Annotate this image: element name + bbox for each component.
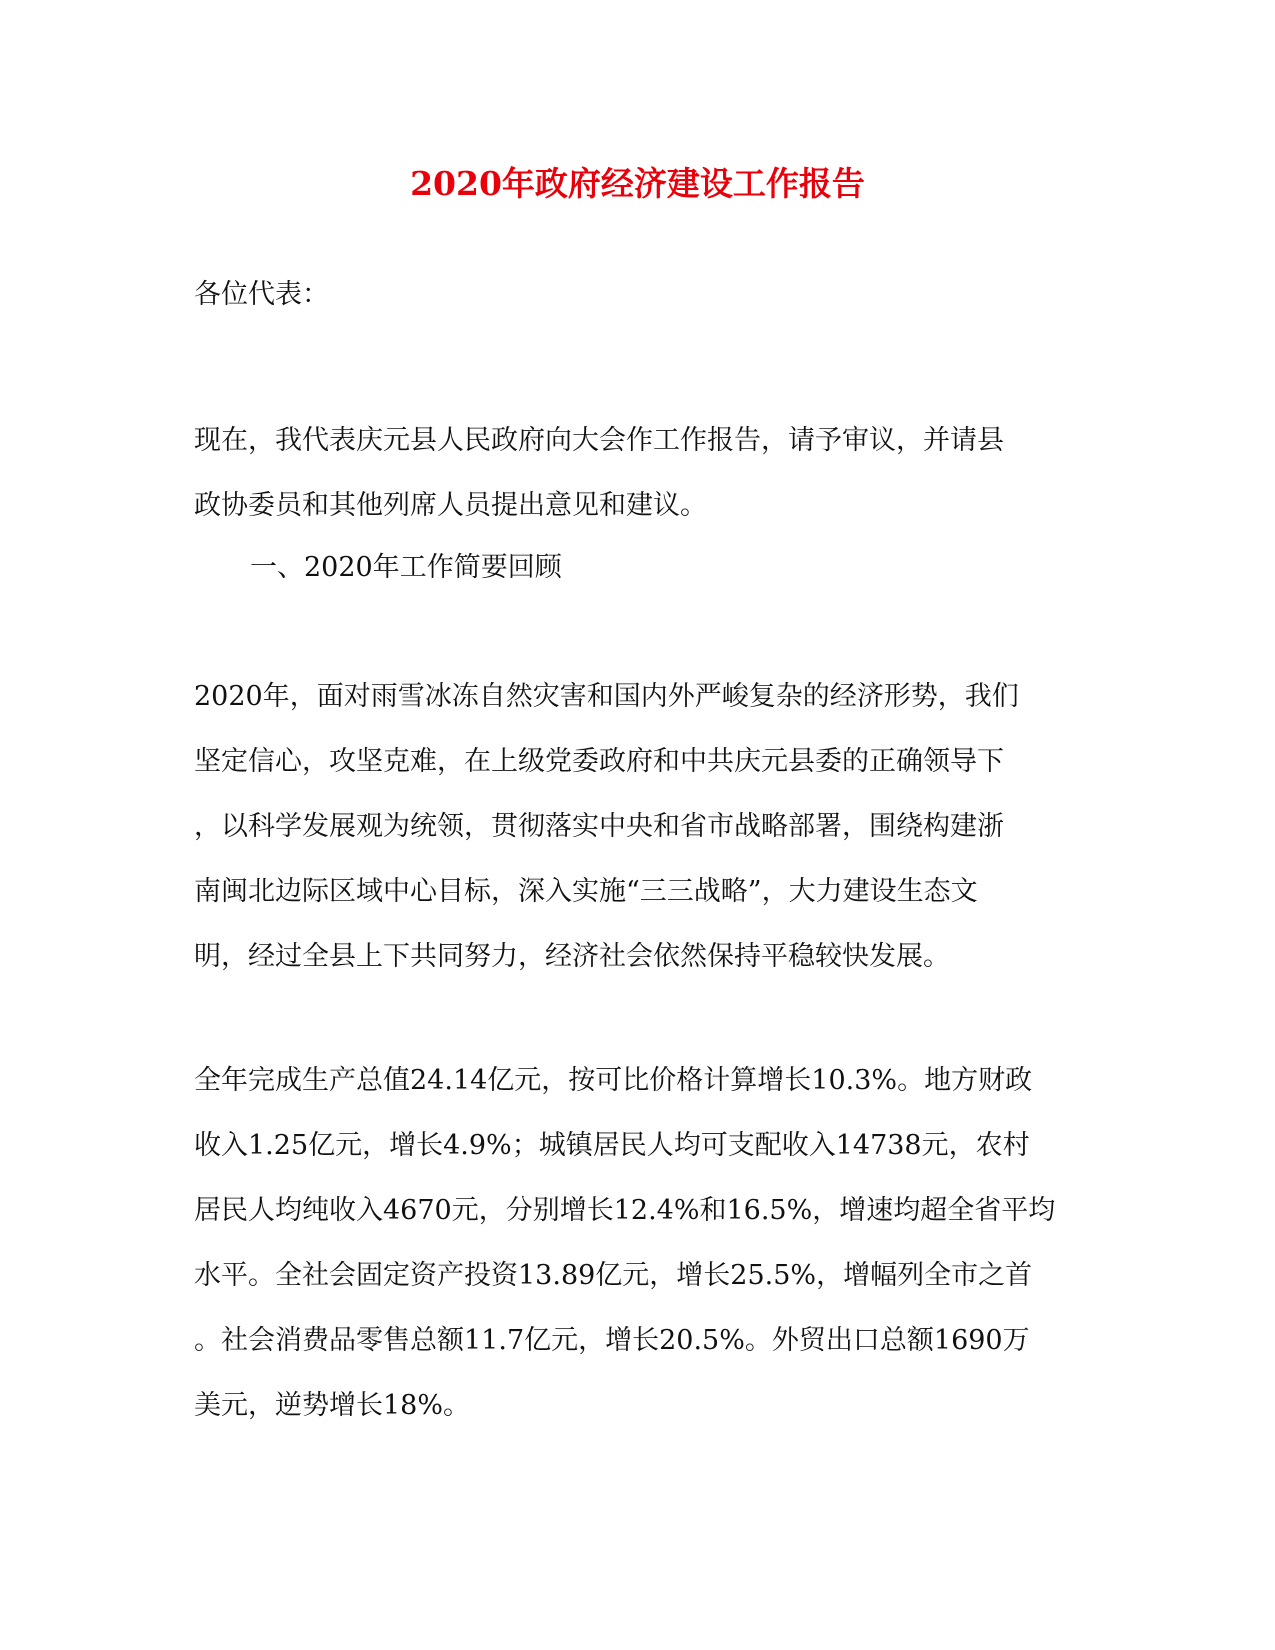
document-title: 2020年政府经济建设工作报告 (410, 164, 865, 203)
paragraph-line: ，以科学发展观为统领，贯彻落实中央和省市战略部署，围绕构建浙 (194, 811, 1004, 842)
paragraph-line: 2020年，面对雨雪冰冻自然灾害和国内外严峻复杂的经济形势，我们 (194, 681, 1019, 712)
paragraph-line: 明，经过全县上下共同努力，经济社会依然保持平稳较快发展。 (194, 941, 950, 972)
paragraph-line: 。社会消费品零售总额11.7亿元，增长20.5%。外贸出口总额1690万 (194, 1325, 1030, 1356)
paragraph-overview (194, 664, 1074, 989)
paragraph-line: 全年完成生产总值24.14亿元，按可比价格计算增长10.3%。地方财政 (194, 1065, 1033, 1096)
paragraph-line: 收入1.25亿元，增长4.9%；城镇居民人均可支配收入14738元，农村 (194, 1130, 1030, 1161)
section-heading: 一、2020年工作简要回顾 (250, 552, 562, 583)
paragraph-line: 居民人均纯收入4670元，分别增长12.4%和16.5%，增速均超全省平均 (194, 1195, 1056, 1226)
salutation: 各位代表： (194, 279, 329, 310)
paragraph-line: 坚定信心，攻坚克难，在上级党委政府和中共庆元县委的正确领导下 (194, 746, 1004, 777)
paragraph-line: 水平。全社会固定资产投资13.89亿元，增长25.5%，增幅列全市之首 (194, 1260, 1033, 1291)
paragraph-line: 政协委员和其他列席人员提出意见和建议。 (194, 490, 707, 521)
paragraph-line: 美元，逆势增长18%。 (194, 1390, 471, 1421)
paragraph-statistics (194, 1048, 1074, 1438)
paragraph-line: 现在，我代表庆元县人民政府向大会作工作报告，请予审议，并请县 (194, 425, 1004, 456)
paragraph-intro (194, 408, 1074, 538)
paragraph-line: 南闽北边际区域中心目标，深入实施“三三战略”，大力建设生态文 (194, 876, 978, 907)
